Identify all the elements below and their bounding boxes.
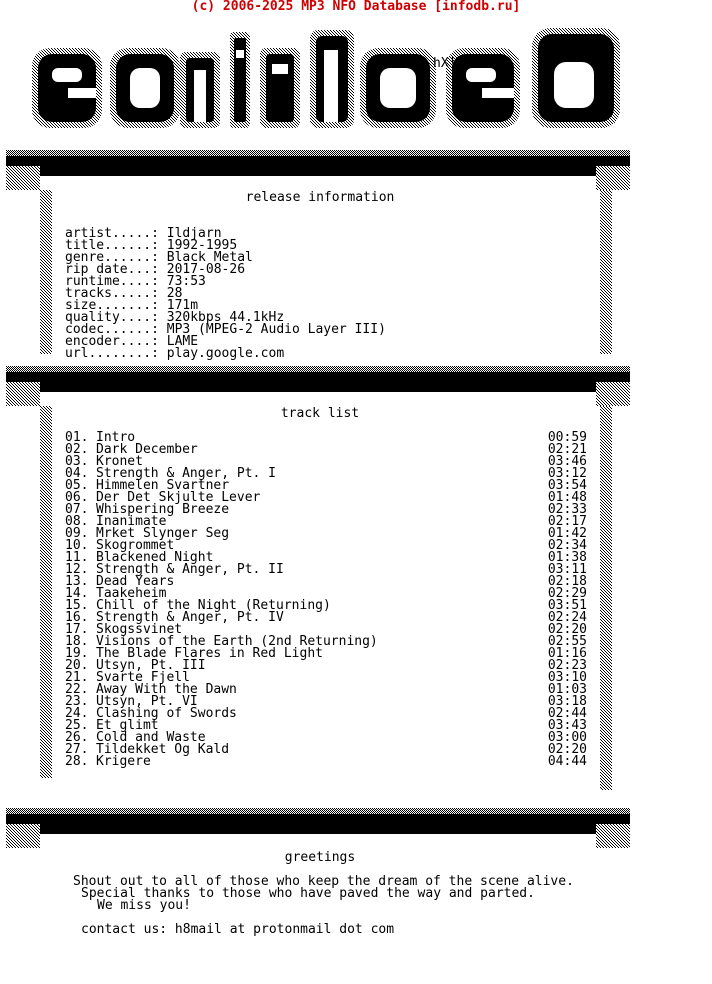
track-duration: 01:03	[547, 682, 587, 697]
track-number: 21.	[65, 670, 89, 685]
track-number: 22.	[65, 682, 89, 697]
track-duration: 02:44	[547, 706, 587, 721]
greeting-line-2: Special thanks to those who have paved the way and parted.	[81, 886, 535, 901]
track-duration: 02:29	[547, 586, 587, 601]
track-title: Utsyn, Pt. VI	[96, 694, 198, 709]
track-number: 09.	[65, 526, 89, 541]
track-title: Strength & Anger, Pt. II	[96, 562, 284, 577]
release-info-title: release information	[245, 190, 395, 205]
contact-line: contact us: h8mail at protonmail dot com	[81, 922, 395, 937]
track-number: 17.	[65, 622, 89, 637]
section-divider-bottom	[6, 808, 630, 848]
track-title: Skogrommet	[96, 538, 175, 553]
track-title: Tildekket Og Kald	[96, 742, 230, 757]
track-duration: 02:24	[547, 610, 587, 625]
info-row-artist: artist.....: Ildjarn	[65, 226, 222, 241]
info-row-encoder: encoder....: LAME	[65, 334, 199, 349]
info-row-quality: quality....: 320kbps 44.1kHz	[65, 310, 285, 325]
track-title: Whispering Breeze	[96, 502, 230, 517]
track-title: Der Det Skjulte Lever	[96, 490, 261, 505]
greeting-line-3: We miss you!	[97, 898, 191, 913]
track-number: 14.	[65, 586, 89, 601]
track-title: Skogssvinet	[96, 622, 183, 637]
track-duration: 02:21	[547, 442, 587, 457]
track-duration: 02:18	[547, 574, 587, 589]
track-duration: 01:38	[547, 550, 587, 565]
track-title: Clashing of Swords	[96, 706, 237, 721]
track-duration: 03:18	[547, 694, 587, 709]
track-title: Visions of the Earth (2nd Returning)	[96, 634, 378, 649]
track-number: 25.	[65, 718, 89, 733]
track-duration: 02:34	[547, 538, 587, 553]
track-duration: 02:33	[547, 502, 587, 517]
track-duration: 03:51	[547, 598, 587, 613]
track-title: Chill of the Night (Returning)	[96, 598, 331, 613]
track-number: 07.	[65, 502, 89, 517]
track-duration: 00:59	[547, 430, 587, 445]
track-duration: 02:23	[547, 658, 587, 673]
track-number: 13.	[65, 574, 89, 589]
track-title: Kronet	[96, 454, 143, 469]
track-duration: 02:20	[547, 742, 587, 757]
track-number: 28.	[65, 754, 89, 769]
track-number: 15.	[65, 598, 89, 613]
track-title: Himmelen Svartner	[96, 478, 230, 493]
info-row-tracks: tracks.....: 28	[65, 286, 183, 301]
entitled-logo	[28, 22, 628, 132]
track-title: Utsyn, Pt. III	[96, 658, 206, 673]
track-duration: 03:11	[547, 562, 587, 577]
track-number: 06.	[65, 490, 89, 505]
track-duration: 03:54	[547, 478, 587, 493]
track-title: Inanimate	[96, 514, 167, 529]
track-number: 20.	[65, 658, 89, 673]
section-divider-top	[6, 150, 630, 190]
track-duration: 02:55	[547, 634, 587, 649]
track-number: 03.	[65, 454, 89, 469]
track-number: 16.	[65, 610, 89, 625]
track-title: Strength & Anger, Pt. I	[96, 466, 277, 481]
info-row-rip-date: rip date...: 2017-08-26	[65, 262, 246, 277]
track-title: Away With the Dawn	[96, 682, 237, 697]
track-row	[65, 444, 587, 456]
section-divider-middle	[6, 366, 630, 406]
track-number: 24.	[65, 706, 89, 721]
track-duration: 04:44	[547, 754, 587, 769]
info-row-genre: genre......: Black Metal	[65, 250, 253, 265]
track-title: Et glimt	[96, 718, 159, 733]
track-title: Strength & Anger, Pt. IV	[96, 610, 284, 625]
right-border	[600, 406, 612, 790]
track-title: Taakeheim	[96, 586, 167, 601]
track-duration: 01:48	[547, 490, 587, 505]
track-row	[65, 756, 587, 768]
track-duration: 01:42	[547, 526, 587, 541]
track-number: 23.	[65, 694, 89, 709]
track-number: 19.	[65, 646, 89, 661]
track-number: 18.	[65, 634, 89, 649]
track-duration: 03:10	[547, 670, 587, 685]
track-number: 05.	[65, 478, 89, 493]
track-number: 27.	[65, 742, 89, 757]
track-list-title: track list	[280, 406, 360, 421]
track-title: Mrket Slynger Seg	[96, 526, 230, 541]
track-number: 04.	[65, 466, 89, 481]
left-border	[40, 406, 52, 778]
nfo-credit-line: (c) 2006-2025 MP3 NFO Database [infodb.ru]	[191, 0, 521, 14]
track-duration: 01:16	[547, 646, 587, 661]
track-title: Intro	[96, 430, 136, 445]
track-number: 08.	[65, 514, 89, 529]
track-number: 26.	[65, 730, 89, 745]
track-title: Svarte Fjell	[96, 670, 190, 685]
track-number: 01.	[65, 430, 89, 445]
right-border	[600, 190, 612, 354]
track-title: The Blade Flares in Red Light	[96, 646, 323, 661]
track-duration: 03:00	[547, 730, 587, 745]
info-row-url: url........: play.google.com	[65, 346, 285, 361]
track-title: Blackened Night	[96, 550, 214, 565]
track-number: 02.	[65, 442, 89, 457]
info-row-title: title......: 1992-1995	[65, 238, 238, 253]
left-border	[40, 190, 52, 354]
track-title: Dark December	[96, 442, 198, 457]
track-duration: 03:46	[547, 454, 587, 469]
group-tag: hX!	[433, 56, 457, 71]
track-duration: 03:43	[547, 718, 587, 733]
track-duration: 03:12	[547, 466, 587, 481]
track-number: 12.	[65, 562, 89, 577]
info-row-codec: codec......: MP3 (MPEG-2 Audio Layer III)	[65, 322, 386, 337]
info-row-runtime: runtime....: 73:53	[65, 274, 206, 289]
info-row-size: size.......: 171m	[65, 298, 199, 313]
greeting-line-1: Shout out to all of those who keep the dream of the scene alive.	[73, 874, 574, 889]
track-duration: 02:17	[547, 514, 587, 529]
track-title: Krigere	[96, 754, 151, 769]
track-number: 11.	[65, 550, 89, 565]
greetings-title: greetings	[284, 850, 356, 865]
track-title: Dead Years	[96, 574, 175, 589]
track-title: Cold and Waste	[96, 730, 206, 745]
track-duration: 02:20	[547, 622, 587, 637]
track-number: 10.	[65, 538, 89, 553]
